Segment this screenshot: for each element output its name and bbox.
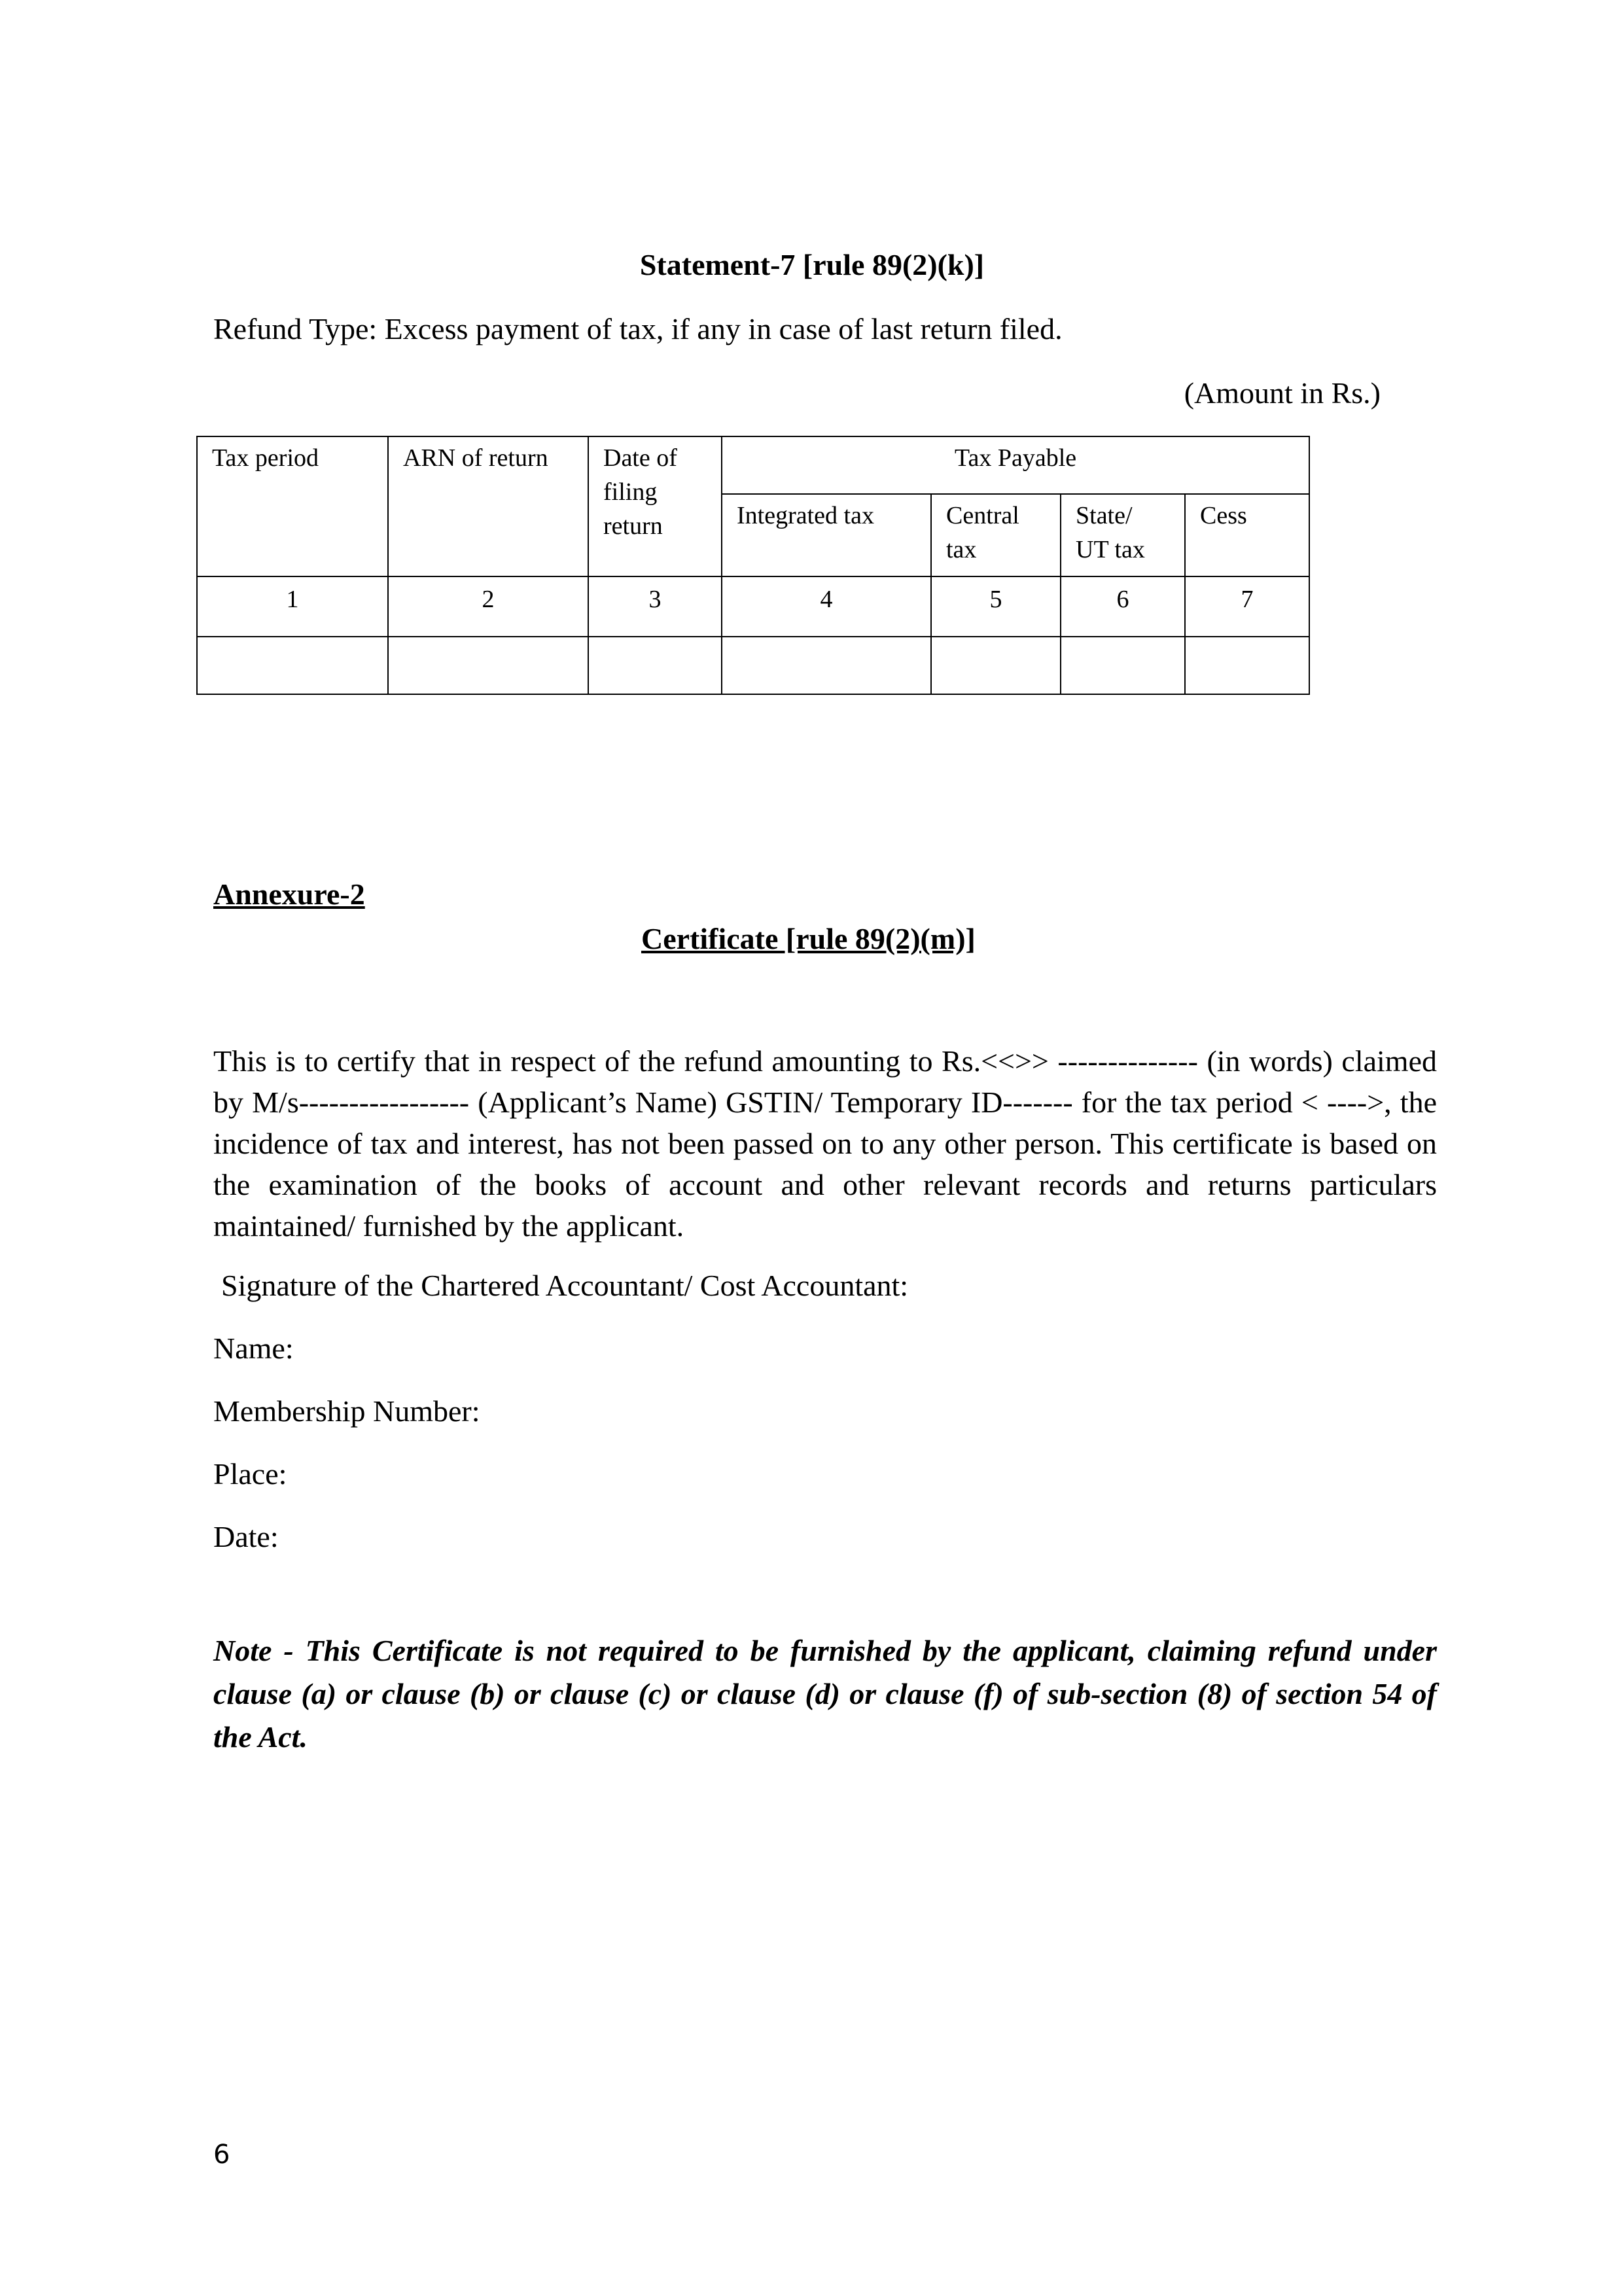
- statement-table: [196, 436, 1310, 695]
- refund-type-text: Refund Type: Excess payment of tax, if any in case of last return filed.: [213, 312, 1063, 345]
- empty-cell: [931, 637, 1061, 694]
- column-number: 5: [931, 576, 1061, 637]
- certificate-title: Certificate [rule 89(2)(m)]: [641, 922, 976, 955]
- column-number: 6: [1061, 576, 1185, 637]
- signature-label: Signature of the Chartered Accountant/ Cost Accountant:: [221, 1269, 909, 1302]
- membership-number-label: Membership Number:: [213, 1394, 480, 1428]
- empty-cell: [197, 637, 388, 694]
- header-arn: ARN of return: [388, 436, 588, 576]
- place-label: Place:: [213, 1457, 287, 1491]
- header-date-filing: Date of filing return: [588, 436, 722, 576]
- column-number: 1: [197, 576, 388, 637]
- empty-cell: [722, 637, 931, 694]
- certificate-note: Note - This Certificate is not required to be furnished by the applicant, claiming refund under clause (a) or clause (b) or clause (c) or clause (d) or clause (f) of sub-section (8) of section 54 of the Act.: [213, 1634, 1437, 1754]
- column-number: 7: [1185, 576, 1309, 637]
- empty-cell: [588, 637, 722, 694]
- annexure-heading: Annexure-2: [213, 877, 365, 911]
- header-central-tax: Central tax: [931, 494, 1061, 576]
- date-label: Date:: [213, 1520, 279, 1553]
- header-state-ut-tax: State/ UT tax: [1061, 494, 1185, 576]
- page-number: 6: [213, 2140, 230, 2170]
- header-tax-payable: Tax Payable: [722, 436, 1309, 494]
- empty-cell: [1185, 637, 1309, 694]
- column-number: 2: [388, 576, 588, 637]
- header-integrated-tax: Integrated tax: [722, 494, 931, 576]
- empty-cell: [388, 637, 588, 694]
- statement-title: Statement-7 [rule 89(2)(k)]: [639, 248, 985, 281]
- column-number: 4: [722, 576, 931, 637]
- column-number: 3: [588, 576, 722, 637]
- empty-cell: [1061, 637, 1185, 694]
- certificate-body: This is to certify that in respect of the refund amounting to Rs.<<>> -------------- (in words) claimed by M/s----------------- (Applicant’s Name) GSTIN/ Temporary ID------- for the tax period < ---->, the incidence of tax and interest, has not been passed on to any other person. This certificate is based on the examination of the books of account and other relevant records and returns particulars maintained/ furnished by the applicant.: [213, 1044, 1437, 1243]
- name-label: Name:: [213, 1332, 294, 1365]
- amount-unit-note: (Amount in Rs.): [1184, 376, 1381, 410]
- header-cess: Cess: [1185, 494, 1309, 576]
- header-tax-period: Tax period: [197, 436, 388, 576]
